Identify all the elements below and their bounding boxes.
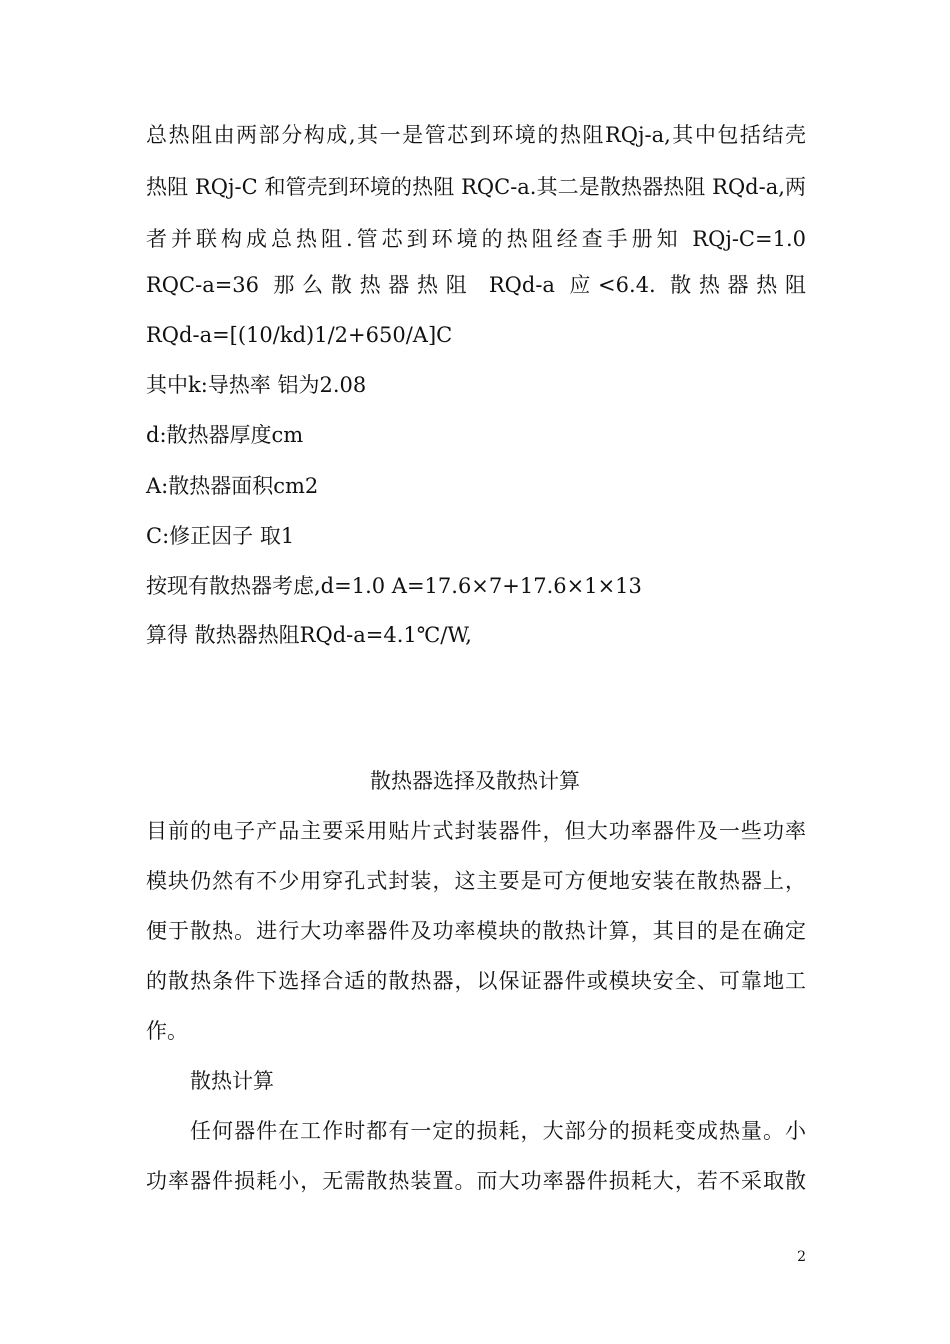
paragraph-line: 热阻 RQj-C 和管壳到环境的热阻 RQC-a.其二是散热器热阻 RQd-a,两 (146, 175, 806, 199)
definition-line: A:散热器面积cm2 (146, 474, 319, 498)
formula-line: RQd-a=[(10/kd)1/2+650/A]C (146, 323, 453, 347)
definition-line: C:修正因子 取1 (146, 524, 295, 548)
calculation-line: 按现有散热器考虑,d=1.0 A=17.6×7+17.6×1×13 (146, 574, 642, 598)
paragraph-line: 功率器件损耗小，无需散热装置。而大功率器件损耗大，若不采取散 (146, 1169, 806, 1193)
paragraph-line: 便于散热。进行大功率器件及功率模块的散热计算，其目的是在确定 (146, 919, 806, 943)
subheading: 散热计算 (190, 1069, 274, 1093)
paragraph-line: 者并联构成总热阻.管芯到环境的热阻经查手册知 RQj-C=1.0 (146, 227, 806, 251)
paragraph-line: 总热阻由两部分构成,其一是管芯到环境的热阻RQj-a,其中包括结壳 (146, 123, 806, 147)
page-number: 2 (797, 1249, 806, 1265)
result-line: 算得 散热器热阻RQd-a=4.1℃/W, (146, 623, 472, 647)
paragraph-line: 任何器件在工作时都有一定的损耗，大部分的损耗变成热量。小 (190, 1119, 806, 1143)
definition-line: 其中k:导热率 铝为2.08 (146, 373, 367, 397)
paragraph-line: 的散热条件下选择合适的散热器，以保证器件或模块安全、可靠地工 (146, 969, 806, 993)
paragraph-line: 目前的电子产品主要采用贴片式封装器件，但大功率器件及一些功率 (146, 819, 806, 843)
definition-line: d:散热器厚度cm (146, 423, 304, 447)
paragraph-line: RQC-a=36 那么散热器热阻 RQd-a 应<6.4. 散热器热阻 (146, 273, 806, 297)
section-heading: 散热器选择及散热计算 (370, 769, 580, 793)
paragraph-line: 模块仍然有不少用穿孔式封装，这主要是可方便地安装在散热器上， (146, 869, 806, 893)
paragraph-line: 作。 (146, 1019, 188, 1043)
